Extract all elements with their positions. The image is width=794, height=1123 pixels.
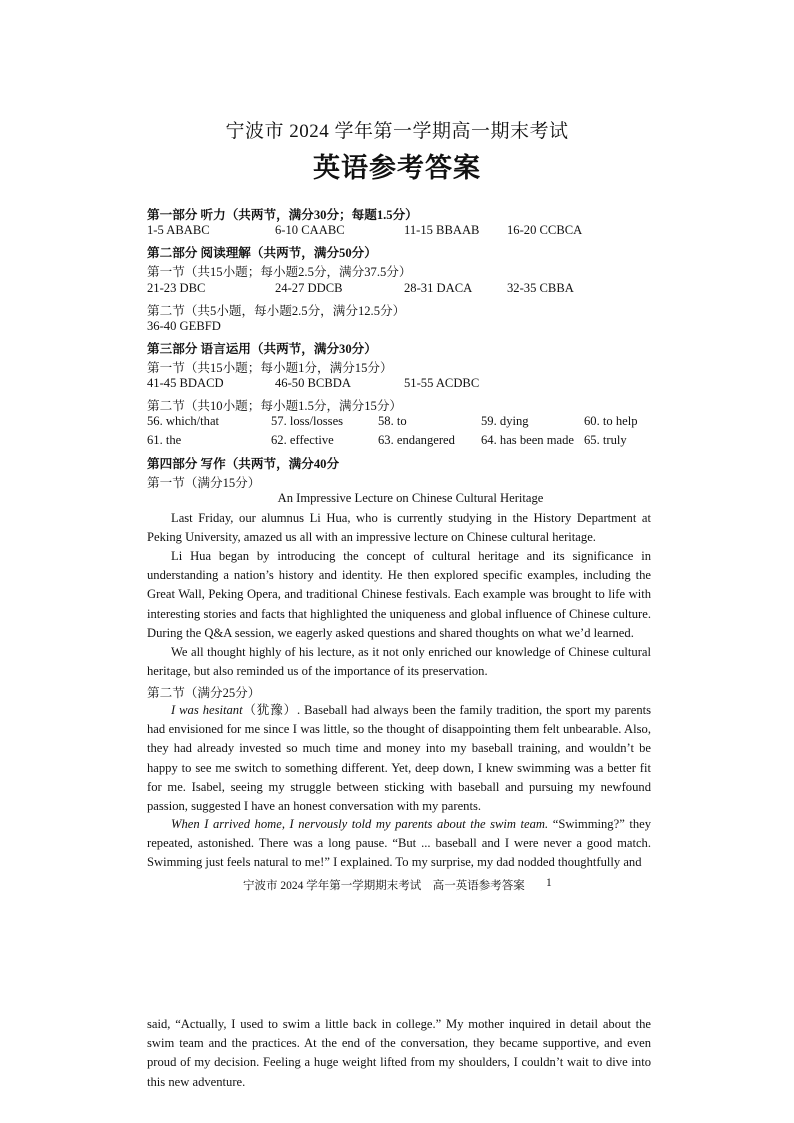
part4-section2-label: 第二节（满分25分） <box>147 686 261 700</box>
continuation-paragraph-1 <box>147 701 651 816</box>
answer-item: 65. truly <box>584 433 627 447</box>
continuation-paragraph-3: said, “Actually, I used to swim a little back in college.” My mother inquired in detail about the swim team and the practices. At the end of the conversation, they became supportive, and even proud of my decision. Feeling a huge weight lifted from my shoulders, I couldn’t wait to dive into this new adventure. <box>147 1017 651 1089</box>
answer-group: 51-55 ACDBC <box>404 376 480 390</box>
part2-section1-label: 第一节（共15小题；每小题2.5分，满分37.5分） <box>147 265 412 279</box>
part2-section2-label: 第二节（共5小题，每小题2.5分，满分12.5分） <box>147 304 406 318</box>
answer-item: 62. effective <box>271 433 334 447</box>
continuation-paragraph-2 <box>147 815 651 873</box>
part3-section2-label: 第二节（共10小题；每小题1.5分，满分15分） <box>147 399 403 413</box>
paragraph-lead: I was hesitant <box>171 703 243 717</box>
answer-group: 32-35 CBBA <box>507 281 574 295</box>
page-subtitle: 英语参考答案 <box>313 153 481 183</box>
page-footer: 宁波市 2024 学年第一学期期末考试 高一英语参考答案 <box>243 880 525 892</box>
answer-item: 56. which/that <box>147 414 220 428</box>
answer-group: 11-15 BBAAB <box>404 223 480 237</box>
part4-section1-label: 第一节（满分15分） <box>147 476 261 490</box>
answer-item: 60. to help <box>584 414 638 428</box>
answer-item: 59. dying <box>481 414 529 428</box>
answer-item: 64. has been made <box>481 433 575 447</box>
paragraph-body: . Baseball had always been the family tradition, the sport my parents had envisioned for me since I was little, so the thought of disappointing them felt unbearable. Also, they had already invested so much time and money into my baseball training, and wouldn’t be happy to see me switch to something different. Yet, deep down, I knew swimming was a better fit for me. Isabel, seeing my struggle between sticking with baseball and pursuing my newfound passion, suggested I have an honest conversation with my parents. <box>147 703 652 814</box>
part3-heading: 第三部分 语言运用（共两节，满分30分） <box>147 342 377 356</box>
answer-item: 61. the <box>147 433 182 447</box>
essay-paragraph: Li Hua began by introducing the concept of cultural heritage and its significance in understanding a nation’s history and identity. He then explored specific examples, including the Great Wall, Peking Opera, and traditional Chinese festivals. Each example was brought to life with interesting stories and facts that highlighted the uniqueness and global influence of Chinese culture. During the Q&A session, we eagerly asked questions and shared thoughts on what we’d learned. <box>147 549 651 640</box>
answer-item: 63. endangered <box>378 433 455 447</box>
answer-group: 46-50 BCBDA <box>275 376 351 390</box>
page-number: 1 <box>546 877 552 889</box>
answer-item: 57. loss/losses <box>271 414 344 428</box>
paragraph-note: （犹豫） <box>242 703 297 717</box>
part1-heading: 第一部分 听力（共两节，满分30分；每题1.5分） <box>147 208 418 222</box>
answer-item: 58. to <box>378 414 407 428</box>
part2-heading: 第二部分 阅读理解（共两节，满分50分） <box>147 246 377 260</box>
part2-section2-answers: 36-40 GEBFD <box>147 319 221 333</box>
answer-group: 41-45 BDACD <box>147 376 224 390</box>
paragraph-body: “Swimming?” they repeated, astonished. There was a long pause. “But ... baseball and I were never a good match. Swimming just feels natural to me!” I explained. To my surprise, my dad nodded thoughtfully and <box>147 817 651 870</box>
answer-group: 21-23 DBC <box>147 281 206 295</box>
paragraph-lead: When I arrived home, I nervously told my parents about the swim team. <box>171 817 549 831</box>
part3-section1-label: 第一节（共15小题；每小题1分，满分15分） <box>147 361 393 375</box>
answer-group: 24-27 DDCB <box>275 281 343 295</box>
answer-group: 28-31 DACA <box>404 281 473 295</box>
part4-heading: 第四部分 写作（共两节，满分40分 <box>147 457 340 471</box>
essay-paragraph: Last Friday, our alumnus Li Hua, who is currently studying in the History Department at Peking University, amazed us all with an impressive lecture on Chinese cultural heritage. <box>147 511 651 545</box>
answer-group: 1-5 ABABC <box>147 223 210 237</box>
essay-title: An Impressive Lecture on Chinese Cultural Heritage <box>277 491 544 505</box>
answer-group: 16-20 CCBCA <box>507 223 583 237</box>
answer-group: 6-10 CAABC <box>275 223 345 237</box>
essay-paragraph: We all thought highly of his lecture, as it not only enriched our knowledge of Chinese cultural heritage, but also reminded us of the importance of its preservation. <box>147 645 651 679</box>
page-title: 宁波市 2024 学年第一学期高一期末考试 <box>225 121 569 142</box>
